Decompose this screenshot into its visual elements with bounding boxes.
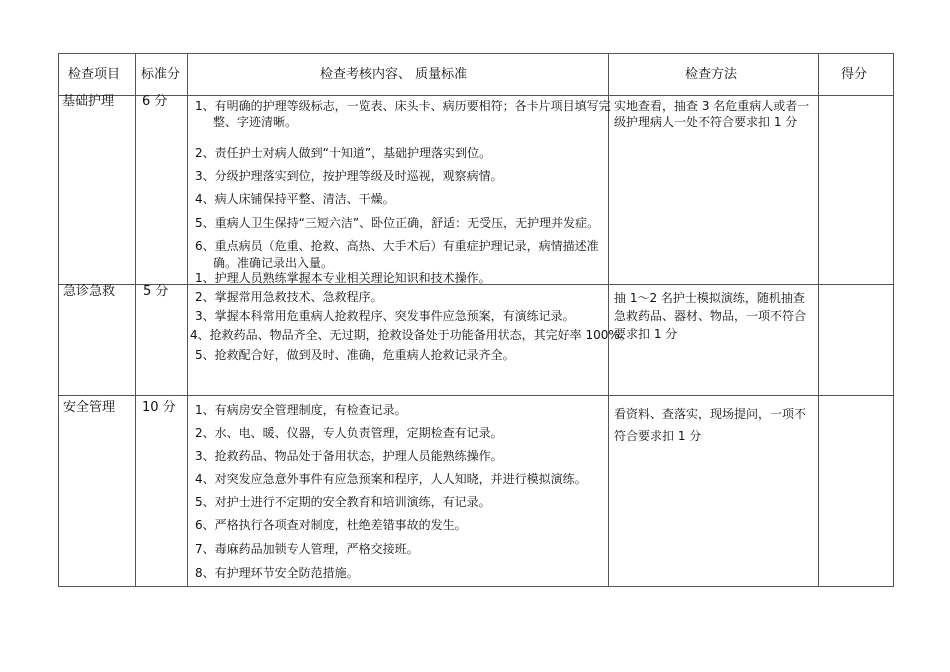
section-method: 抽 1～2 名护士模拟演练，随机抽查急救药品、器材、物品，一项不符合要求扣 1 分 [614, 291, 807, 341]
column-divider [135, 53, 136, 586]
header-method: 检查方法 [685, 67, 738, 82]
list-item: 8、有护理环节安全防范措施。 [195, 566, 359, 580]
list-item: 1、护理人员熟练掌握本专业相关理论知识和技术操作。 [195, 271, 491, 285]
table-top-border [58, 53, 894, 54]
list-item: 5、对护士进行不定期的安全教育和培训演练，有记录。 [195, 495, 491, 509]
list-item: 1、有明确的护理等级标志，一览表、床头卡、病历要相符；各卡片项目填写完整、字迹清晰。 [195, 99, 611, 129]
section-item: 急诊急救 [63, 284, 116, 299]
list-item: 3、掌握本科常用危重病人抢救程序、突发事件应急预案，有演练记录。 [195, 309, 575, 323]
table-bottom-border [58, 586, 894, 587]
list-item: 5、抢救配合好，做到及时、准确，危重病人抢救记录齐全。 [195, 348, 515, 362]
list-item: 2、掌握常用急救技术、急救程序。 [195, 290, 383, 304]
header-points: 得分 [841, 67, 868, 82]
list-item: 1、有病房安全管理制度，有检查记录。 [195, 403, 407, 417]
list-item: 2、责任护士对病人做到“十知道”，基础护理落实到位。 [195, 146, 492, 160]
section-method: 看资料、查落实，现场提问，一项不符合要求扣 1 分 [614, 407, 807, 443]
list-item: 4、对突发应急意外事件有应急预案和程序，人人知晓，并进行模拟演练。 [195, 472, 587, 486]
header-bottom-border [58, 95, 894, 96]
column-divider [818, 53, 819, 586]
list-item: 7、毒麻药品加锁专人管理，严格交接班。 [195, 542, 419, 556]
column-divider [58, 53, 59, 586]
section-score: 10 分 [142, 400, 176, 415]
section-score: 6 分 [142, 94, 168, 109]
section-score: 5 分 [143, 284, 169, 299]
section-item: 基础护理 [62, 94, 115, 109]
column-divider [893, 53, 894, 586]
list-item: 4、病人床铺保持平整、清洁、干燥。 [195, 192, 395, 206]
header-item: 检查项目 [68, 67, 121, 82]
header-score: 标准分 [141, 67, 181, 82]
list-item: 6、重点病员（危重、抢救、高热、大手术后）有重症护理记录，病情描述准确。准确记录出入量。 [195, 239, 599, 270]
column-divider [187, 53, 188, 586]
list-item: 6、严格执行各项查对制度，杜绝差错事故的发生。 [195, 518, 467, 532]
section-method: 实地查看，抽查 3 名危重病人或者一级护理病人一处不符合要求扣 1 分 [614, 99, 810, 129]
list-item: 3、分级护理落实到位，按护理等级及时巡视，观察病情。 [195, 169, 503, 183]
row-divider [58, 395, 894, 396]
list-item: 4、抢救药品、物品齐全、无过期，抢救设备处于功能备用状态，其完好率 100%。 [190, 328, 632, 342]
column-divider [608, 53, 609, 586]
list-item: 3、抢救药品、物品处于备用状态，护理人员能熟练操作。 [195, 449, 503, 463]
section-item: 安全管理 [63, 400, 116, 415]
list-item: 5、重病人卫生保持“三短六洁”、卧位正确，舒适：无受压，无护理并发症。 [195, 216, 600, 230]
list-item: 2、水、电、暖、仪器，专人负责管理，定期检查有记录。 [195, 426, 503, 440]
header-content: 检查考核内容、 质量标准 [320, 67, 468, 82]
